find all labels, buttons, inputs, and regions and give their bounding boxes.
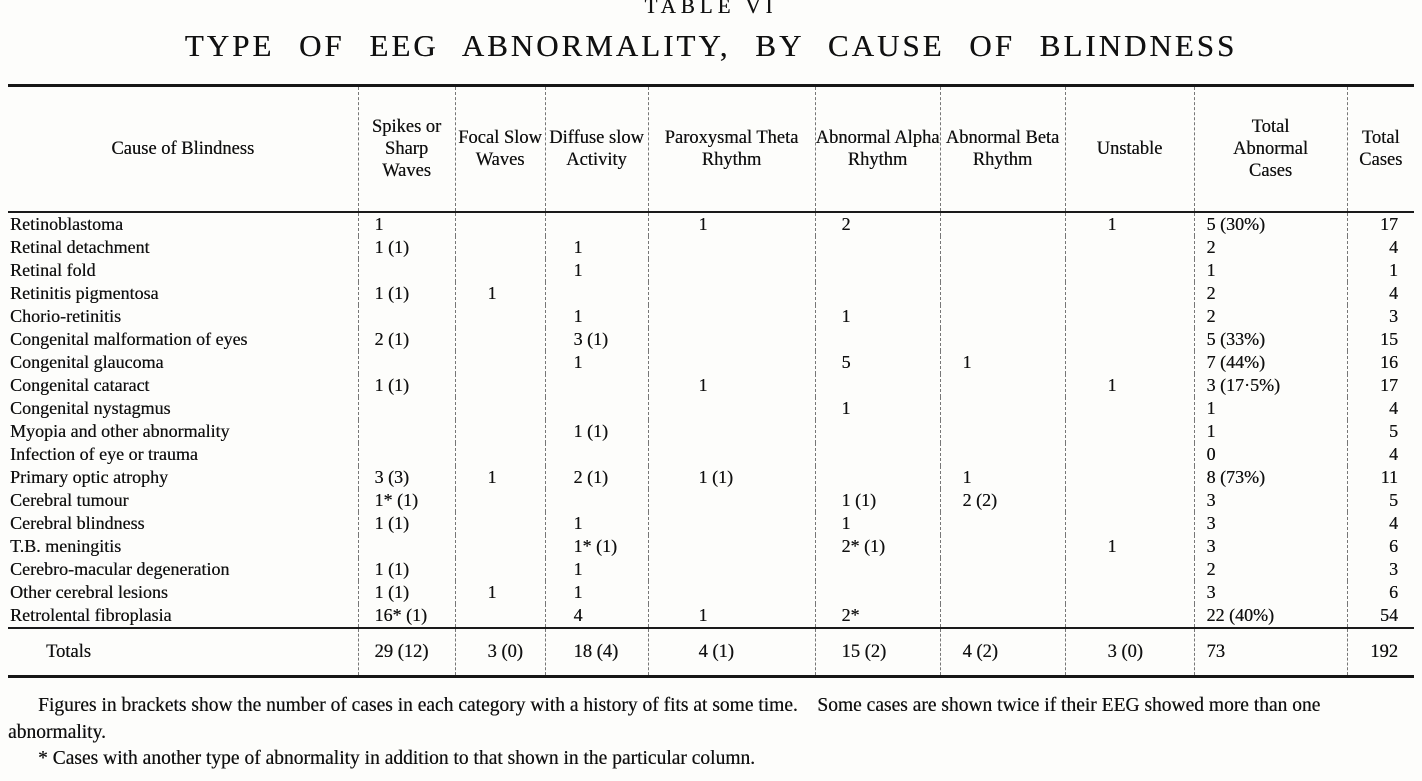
table-number-text: TABLE VI bbox=[644, 0, 778, 15]
table-cell bbox=[940, 236, 1065, 259]
table-cell: 5 bbox=[815, 351, 940, 374]
row-label: Retinal fold bbox=[10, 260, 96, 280]
table-cell: 4 bbox=[1347, 282, 1414, 305]
table-cell bbox=[1065, 305, 1194, 328]
table-cell: 1* (1) bbox=[358, 489, 455, 512]
table-cell: 1 bbox=[455, 581, 545, 604]
table-cell: 2 (2) bbox=[940, 489, 1065, 512]
table-cell bbox=[545, 282, 648, 305]
table-cell: 1 (1) bbox=[358, 374, 455, 397]
table-cell bbox=[940, 259, 1065, 282]
table-cell: 1 bbox=[545, 512, 648, 535]
eeg-abnormality-table bbox=[8, 84, 1414, 678]
footnote-asterisk: * Cases with another type of abnormality in addition to that shown in the particular column. bbox=[38, 748, 756, 769]
table-cell: 3 bbox=[1194, 489, 1347, 512]
table-cell bbox=[815, 443, 940, 466]
table-cell bbox=[455, 489, 545, 512]
table-cell bbox=[1065, 282, 1194, 305]
table-cell: 2 (1) bbox=[358, 328, 455, 351]
table-cell: 15 bbox=[1347, 328, 1414, 351]
table-cell: 7 (44%) bbox=[1194, 351, 1347, 374]
table-cell: 1 bbox=[815, 397, 940, 420]
table-cell bbox=[1065, 328, 1194, 351]
table-cell bbox=[455, 259, 545, 282]
table-row bbox=[8, 535, 1414, 558]
table-cell bbox=[648, 512, 815, 535]
table-cell bbox=[455, 305, 545, 328]
totals-cell: 15 (2) bbox=[815, 628, 940, 677]
table-cell bbox=[648, 282, 815, 305]
table-number-label bbox=[8, 0, 1414, 15]
table-cell: 2 (1) bbox=[545, 466, 648, 489]
table-cell bbox=[545, 374, 648, 397]
row-label: Primary optic atrophy bbox=[10, 467, 168, 487]
table-cell bbox=[455, 604, 545, 628]
table-row bbox=[8, 351, 1414, 374]
table-row bbox=[8, 397, 1414, 420]
table-cell bbox=[455, 558, 545, 581]
totals-row bbox=[8, 628, 1414, 677]
table-row bbox=[8, 212, 1414, 236]
page-title: TYPE OF EEG ABNORMALITY, BY CAUSE OF BLINDNESS bbox=[184, 28, 1238, 63]
row-label: Congenital cataract bbox=[10, 375, 150, 395]
table-cell: 16* (1) bbox=[358, 604, 455, 628]
table-cell: 1 bbox=[648, 212, 815, 236]
table-row bbox=[8, 581, 1414, 604]
table-cell: 1* (1) bbox=[545, 535, 648, 558]
table-cell: 2* bbox=[815, 604, 940, 628]
table-row bbox=[8, 282, 1414, 305]
table-row bbox=[8, 558, 1414, 581]
table-cell: 1 bbox=[648, 604, 815, 628]
row-label: Cerebro-macular degeneration bbox=[10, 559, 230, 579]
column-header-unstable: Unstable bbox=[1065, 86, 1194, 213]
column-header-abnormal-alpha: Abnormal Alpha Rhythm bbox=[815, 86, 940, 213]
table-cell bbox=[648, 236, 815, 259]
table-cell bbox=[455, 443, 545, 466]
table-cell: 1 bbox=[455, 282, 545, 305]
table-cell bbox=[1065, 351, 1194, 374]
table-cell: 4 bbox=[545, 604, 648, 628]
table-cell: 3 bbox=[1347, 305, 1414, 328]
table-cell bbox=[648, 420, 815, 443]
totals-cell: 73 bbox=[1194, 628, 1347, 677]
table-cell bbox=[648, 581, 815, 604]
table-cell bbox=[815, 236, 940, 259]
row-label: Retrolental fibroplasia bbox=[10, 605, 172, 625]
totals-cell: 29 (12) bbox=[358, 628, 455, 677]
row-label: Infection of eye or trauma bbox=[10, 444, 198, 464]
table-row bbox=[8, 489, 1414, 512]
header-row bbox=[8, 86, 1414, 213]
column-header-cause: Cause of Blindness bbox=[8, 86, 358, 213]
table-cell bbox=[358, 305, 455, 328]
row-label: Congenital glaucoma bbox=[10, 352, 164, 372]
table-cell bbox=[455, 328, 545, 351]
table-cell bbox=[815, 328, 940, 351]
table-cell bbox=[455, 420, 545, 443]
table-cell: 1 bbox=[545, 236, 648, 259]
table-cell: 1 bbox=[545, 305, 648, 328]
table-cell bbox=[940, 581, 1065, 604]
table-cell: 3 bbox=[1194, 535, 1347, 558]
table-cell bbox=[455, 374, 545, 397]
row-label: T.B. meningitis bbox=[10, 536, 122, 556]
table-cell bbox=[940, 374, 1065, 397]
table-cell bbox=[815, 420, 940, 443]
table-cell bbox=[648, 328, 815, 351]
row-label: Cerebral blindness bbox=[10, 513, 145, 533]
column-header-diffuse-slow: Diffuse slow Activity bbox=[545, 86, 648, 213]
table-cell: 17 bbox=[1347, 212, 1414, 236]
table-cell: 2* (1) bbox=[815, 535, 940, 558]
totals-cell: 3 (0) bbox=[1065, 628, 1194, 677]
table-cell bbox=[648, 535, 815, 558]
column-header-spikes: Spikes or Sharp Waves bbox=[358, 86, 455, 213]
table-cell: 16 bbox=[1347, 351, 1414, 374]
table-row bbox=[8, 259, 1414, 282]
table-cell bbox=[455, 351, 545, 374]
table-cell: 5 (33%) bbox=[1194, 328, 1347, 351]
totals-cell: 18 (4) bbox=[545, 628, 648, 677]
table-cell: 1 bbox=[940, 351, 1065, 374]
table-cell: 1 (1) bbox=[545, 420, 648, 443]
row-label: Chorio-retinitis bbox=[10, 306, 121, 326]
table-cell bbox=[815, 259, 940, 282]
row-label: Retinitis pigmentosa bbox=[10, 283, 159, 303]
table-cell: 1 bbox=[940, 466, 1065, 489]
table-cell: 6 bbox=[1347, 581, 1414, 604]
table-cell: 6 bbox=[1347, 535, 1414, 558]
table-cell: 5 bbox=[1347, 420, 1414, 443]
table-body bbox=[8, 212, 1414, 628]
totals-cell: 3 (0) bbox=[455, 628, 545, 677]
table-cell: 1 bbox=[815, 305, 940, 328]
table-cell bbox=[815, 374, 940, 397]
table-cell: 2 bbox=[1194, 305, 1347, 328]
table-row bbox=[8, 328, 1414, 351]
table-cell bbox=[648, 558, 815, 581]
table-cell bbox=[455, 535, 545, 558]
table-cell: 54 bbox=[1347, 604, 1414, 628]
table-cell: 1 (1) bbox=[358, 558, 455, 581]
table-cell bbox=[358, 259, 455, 282]
totals-cell: 4 (1) bbox=[648, 628, 815, 677]
table-cell bbox=[1065, 259, 1194, 282]
row-label: Congenital malformation of eyes bbox=[10, 329, 248, 349]
row-label: Congenital nystagmus bbox=[10, 398, 171, 418]
table-cell bbox=[455, 397, 545, 420]
table-row bbox=[8, 374, 1414, 397]
table-row bbox=[8, 305, 1414, 328]
row-label: Retinoblastoma bbox=[10, 214, 123, 234]
table-cell: 3 bbox=[1194, 512, 1347, 535]
table-cell bbox=[940, 212, 1065, 236]
table-cell bbox=[455, 212, 545, 236]
table-cell: 11 bbox=[1347, 466, 1414, 489]
table-cell bbox=[545, 489, 648, 512]
table-cell bbox=[545, 212, 648, 236]
table-cell bbox=[940, 558, 1065, 581]
table-cell: 1 bbox=[545, 558, 648, 581]
table-cell bbox=[648, 305, 815, 328]
table-cell: 1 (1) bbox=[358, 512, 455, 535]
table-cell: 1 (1) bbox=[358, 581, 455, 604]
column-header-paroxysmal-theta: Paroxysmal Theta Rhythm bbox=[648, 86, 815, 213]
row-label: Retinal detachment bbox=[10, 237, 150, 257]
totals-label: Totals bbox=[8, 628, 358, 677]
table-cell bbox=[648, 489, 815, 512]
table-cell: 1 (1) bbox=[815, 489, 940, 512]
table-cell bbox=[648, 443, 815, 466]
table-cell: 2 bbox=[1194, 236, 1347, 259]
table-cell: 1 bbox=[545, 259, 648, 282]
table-cell: 1 bbox=[648, 374, 815, 397]
table-cell: 8 (73%) bbox=[1194, 466, 1347, 489]
table-cell: 5 bbox=[1347, 489, 1414, 512]
table-cell: 1 bbox=[1194, 420, 1347, 443]
table-cell: 4 bbox=[1347, 512, 1414, 535]
table-cell: 3 (3) bbox=[358, 466, 455, 489]
table-cell bbox=[940, 512, 1065, 535]
table-cell: 2 bbox=[1194, 282, 1347, 305]
table-row bbox=[8, 604, 1414, 628]
table-cell: 1 bbox=[1347, 259, 1414, 282]
table-cell bbox=[940, 328, 1065, 351]
footnotes bbox=[8, 693, 1414, 773]
table-cell bbox=[815, 466, 940, 489]
table-cell: 1 bbox=[1194, 259, 1347, 282]
table-cell: 1 bbox=[1065, 374, 1194, 397]
table-cell: 1 bbox=[545, 351, 648, 374]
table-cell: 1 bbox=[545, 581, 648, 604]
table-cell bbox=[648, 351, 815, 374]
table-cell: 2 bbox=[1194, 558, 1347, 581]
table-cell: 1 bbox=[815, 512, 940, 535]
table-cell: 1 (1) bbox=[648, 466, 815, 489]
table-cell bbox=[648, 397, 815, 420]
table-row bbox=[8, 512, 1414, 535]
table-cell bbox=[1065, 466, 1194, 489]
table-row bbox=[8, 420, 1414, 443]
totals-cell: 4 (2) bbox=[940, 628, 1065, 677]
row-label: Myopia and other abnormality bbox=[10, 421, 230, 441]
table-cell bbox=[1065, 581, 1194, 604]
table-cell bbox=[940, 604, 1065, 628]
column-header-focal-slow: Focal Slow Waves bbox=[455, 86, 545, 213]
table-cell bbox=[1065, 236, 1194, 259]
table-cell bbox=[940, 397, 1065, 420]
table-cell: 3 bbox=[1347, 558, 1414, 581]
table-cell: 3 bbox=[1194, 581, 1347, 604]
table-cell bbox=[358, 420, 455, 443]
column-header-total-abnormal: Total Abnormal Cases bbox=[1194, 86, 1347, 213]
table-cell bbox=[1065, 512, 1194, 535]
table-cell bbox=[940, 443, 1065, 466]
table-cell: 1 bbox=[455, 466, 545, 489]
table-cell bbox=[545, 443, 648, 466]
table-cell: 3 (17·5%) bbox=[1194, 374, 1347, 397]
table-cell: 17 bbox=[1347, 374, 1414, 397]
table-cell bbox=[358, 535, 455, 558]
column-header-total-cases: Total Cases bbox=[1347, 86, 1414, 213]
table-row bbox=[8, 443, 1414, 466]
table-cell: 0 bbox=[1194, 443, 1347, 466]
table-cell bbox=[1065, 489, 1194, 512]
table-cell bbox=[815, 282, 940, 305]
table-cell bbox=[1065, 604, 1194, 628]
table-cell bbox=[1065, 558, 1194, 581]
table-cell: 3 (1) bbox=[545, 328, 648, 351]
table-cell bbox=[815, 558, 940, 581]
table-cell bbox=[1065, 420, 1194, 443]
table-cell bbox=[1065, 443, 1194, 466]
table-cell bbox=[940, 305, 1065, 328]
table-cell bbox=[455, 512, 545, 535]
table-row bbox=[8, 466, 1414, 489]
table-cell bbox=[545, 397, 648, 420]
totals-cell: 192 bbox=[1347, 628, 1414, 677]
table-cell bbox=[815, 581, 940, 604]
table-cell bbox=[455, 236, 545, 259]
table-cell: 1 bbox=[1065, 535, 1194, 558]
table-cell bbox=[940, 282, 1065, 305]
table-cell bbox=[358, 351, 455, 374]
table-cell: 4 bbox=[1347, 443, 1414, 466]
table-cell bbox=[358, 443, 455, 466]
table-cell: 4 bbox=[1347, 236, 1414, 259]
row-label: Cerebral tumour bbox=[10, 490, 129, 510]
table-cell bbox=[940, 420, 1065, 443]
row-label: Other cerebral lesions bbox=[10, 582, 168, 602]
table-cell: 1 bbox=[358, 212, 455, 236]
table-cell: 22 (40%) bbox=[1194, 604, 1347, 628]
table-cell bbox=[940, 535, 1065, 558]
table-cell bbox=[1065, 397, 1194, 420]
table-cell: 4 bbox=[1347, 397, 1414, 420]
footnote-brackets: Figures in brackets show the number of cases in each category with a history of fits at some time. Some cases are shown twice if their EEG showed more than one abnormality. bbox=[8, 695, 1321, 743]
table-cell: 5 (30%) bbox=[1194, 212, 1347, 236]
table-cell: 1 bbox=[1194, 397, 1347, 420]
table-cell: 1 bbox=[1065, 212, 1194, 236]
table-cell: 1 (1) bbox=[358, 282, 455, 305]
table-cell bbox=[648, 259, 815, 282]
table-cell bbox=[358, 397, 455, 420]
table-cell: 1 (1) bbox=[358, 236, 455, 259]
column-header-abnormal-beta: Abnormal Beta Rhythm bbox=[940, 86, 1065, 213]
table-row bbox=[8, 236, 1414, 259]
table-cell: 2 bbox=[815, 212, 940, 236]
